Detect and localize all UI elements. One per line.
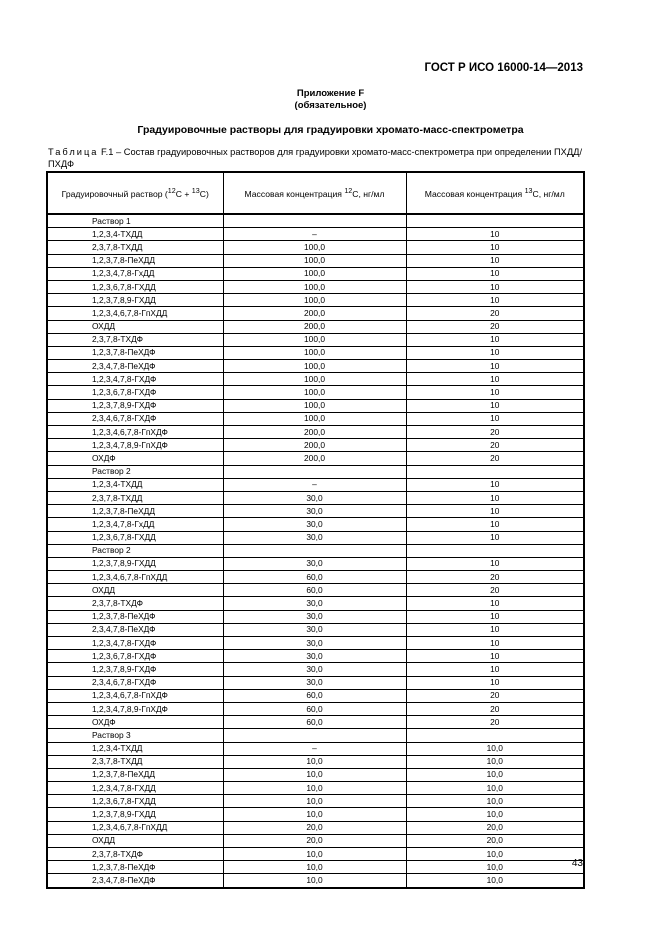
compound-cell: 1,2,3,6,7,8-ГХДФ bbox=[47, 386, 223, 399]
compound-cell: ОХДФ bbox=[47, 716, 223, 729]
conc-12c-cell: 30,0 bbox=[223, 663, 406, 676]
compound-cell: 2,3,4,6,7,8-ГХДФ bbox=[47, 676, 223, 689]
table-row bbox=[47, 623, 584, 636]
compound-cell: 1,2,3,4,7,8-ГхДД bbox=[47, 518, 223, 531]
compound-cell: 1,2,3,7,8,9-ГХДД bbox=[47, 294, 223, 307]
header-solution: Градуировочный раствор ($^{12}$С + $^{13}$С) bbox=[47, 172, 223, 214]
compound-cell: 1,2,3,7,8,9-ГХДФ bbox=[47, 399, 223, 412]
table-row bbox=[47, 571, 584, 584]
compound-cell: 2,3,7,8-ТХДФ bbox=[47, 848, 223, 861]
conc-12c-cell: 100,0 bbox=[223, 412, 406, 425]
conc-12c-cell: 30,0 bbox=[223, 557, 406, 570]
compound-cell: 2,3,7,8-ТХДФ bbox=[47, 597, 223, 610]
table-row bbox=[47, 478, 584, 491]
empty-cell bbox=[406, 544, 584, 557]
compound-cell: 1,2,3,4-ТХДД bbox=[47, 478, 223, 491]
compound-cell: 1,2,3,7,8-ПеХДД bbox=[47, 254, 223, 267]
conc-12c-cell: 200,0 bbox=[223, 307, 406, 320]
conc-13c-cell: 10 bbox=[406, 241, 584, 254]
table-row bbox=[47, 412, 584, 425]
table-row bbox=[47, 610, 584, 623]
compound-cell: 1,2,3,4,6,7,8-ГпХДД bbox=[47, 307, 223, 320]
conc-12c-cell: – bbox=[223, 478, 406, 491]
conc-12c-cell: 30,0 bbox=[223, 610, 406, 623]
conc-13c-cell: 10 bbox=[406, 346, 584, 359]
conc-12c-cell: – bbox=[223, 228, 406, 241]
compound-cell: 1,2,3,7,8,9-ГХДД bbox=[47, 557, 223, 570]
compound-cell: ОХДД bbox=[47, 584, 223, 597]
conc-12c-cell: 100,0 bbox=[223, 373, 406, 386]
conc-12c-cell: 200,0 bbox=[223, 426, 406, 439]
table-row bbox=[47, 663, 584, 676]
table-row bbox=[47, 518, 584, 531]
conc-12c-cell: 60,0 bbox=[223, 716, 406, 729]
compound-cell: 1,2,3,4-ТХДД bbox=[47, 228, 223, 241]
conc-13c-cell: 10,0 bbox=[406, 795, 584, 808]
conc-13c-cell: 20,0 bbox=[406, 834, 584, 847]
conc-12c-cell: 10,0 bbox=[223, 861, 406, 874]
conc-13c-cell: 20 bbox=[406, 426, 584, 439]
annex-heading: Градуировочные растворы для градуировки хромато-масс-спектрометра bbox=[137, 124, 524, 136]
conc-13c-cell: 10 bbox=[406, 610, 584, 623]
conc-13c-cell: 10,0 bbox=[406, 861, 584, 874]
conc-12c-cell: 100,0 bbox=[223, 346, 406, 359]
conc-12c-cell: 30,0 bbox=[223, 623, 406, 636]
compound-cell: 1,2,3,6,7,8-ГХДФ bbox=[47, 650, 223, 663]
compound-cell: 2,3,7,8-ТХДД bbox=[47, 241, 223, 254]
table-row bbox=[47, 861, 584, 874]
calibration-table bbox=[46, 171, 585, 889]
compound-cell: ОХДД bbox=[47, 834, 223, 847]
table-row bbox=[47, 346, 584, 359]
table-group-row bbox=[47, 465, 584, 478]
conc-13c-cell: 20 bbox=[406, 439, 584, 452]
empty-cell bbox=[406, 214, 584, 228]
conc-13c-cell: 10 bbox=[406, 623, 584, 636]
conc-13c-cell: 10 bbox=[406, 228, 584, 241]
conc-13c-cell: 10 bbox=[406, 478, 584, 491]
conc-12c-cell: 100,0 bbox=[223, 333, 406, 346]
header-conc-12c: Массовая концентрация $^{12}$С, нг/мл bbox=[223, 172, 406, 214]
compound-cell: 1,2,3,4,6,7,8-ГпХДД bbox=[47, 571, 223, 584]
conc-12c-cell: 60,0 bbox=[223, 584, 406, 597]
table-row bbox=[47, 716, 584, 729]
compound-cell: 1,2,3,4,7,8,9-ГпХДФ bbox=[47, 439, 223, 452]
annex-status: (обязательное) bbox=[294, 100, 367, 111]
compound-cell: 1,2,3,4,6,7,8-ГпХДФ bbox=[47, 426, 223, 439]
compound-cell: 2,3,4,7,8-ПеХДФ bbox=[47, 623, 223, 636]
table-row bbox=[47, 228, 584, 241]
conc-12c-cell: 10,0 bbox=[223, 782, 406, 795]
table-row bbox=[47, 650, 584, 663]
conc-12c-cell: 10,0 bbox=[223, 874, 406, 888]
group-label: Раствор 2 bbox=[47, 544, 223, 557]
table-row bbox=[47, 241, 584, 254]
table-row bbox=[47, 597, 584, 610]
conc-12c-cell: 30,0 bbox=[223, 597, 406, 610]
conc-12c-cell: 10,0 bbox=[223, 755, 406, 768]
compound-cell: 1,2,3,7,8-ПеХДФ bbox=[47, 861, 223, 874]
compound-cell: 1,2,3,4,7,8-ГХДФ bbox=[47, 637, 223, 650]
table-row bbox=[47, 360, 584, 373]
table-row bbox=[47, 452, 584, 465]
table-caption bbox=[48, 146, 583, 170]
table-row bbox=[47, 782, 584, 795]
conc-12c-cell: 100,0 bbox=[223, 267, 406, 280]
table-header-row bbox=[47, 172, 584, 214]
table-row bbox=[47, 808, 584, 821]
conc-13c-cell: 10 bbox=[406, 518, 584, 531]
compound-cell: 1,2,3,4,7,8,9-ГпХДФ bbox=[47, 702, 223, 715]
compound-cell: 1,2,3,6,7,8-ГХДД bbox=[47, 795, 223, 808]
table-row bbox=[47, 294, 584, 307]
compound-cell: 1,2,3,7,8-ПеХДД bbox=[47, 505, 223, 518]
conc-13c-cell: 10 bbox=[406, 386, 584, 399]
compound-cell: 1,2,3,4,6,7,8-ГпХДФ bbox=[47, 689, 223, 702]
conc-12c-cell: 100,0 bbox=[223, 294, 406, 307]
table-row bbox=[47, 320, 584, 333]
conc-12c-cell: 10,0 bbox=[223, 768, 406, 781]
table-row bbox=[47, 848, 584, 861]
conc-12c-cell: 200,0 bbox=[223, 439, 406, 452]
empty-cell bbox=[223, 465, 406, 478]
table-row bbox=[47, 267, 584, 280]
conc-13c-cell: 20 bbox=[406, 716, 584, 729]
conc-12c-cell: 30,0 bbox=[223, 491, 406, 504]
conc-12c-cell: 30,0 bbox=[223, 518, 406, 531]
conc-13c-cell: 10 bbox=[406, 399, 584, 412]
conc-13c-cell: 10 bbox=[406, 491, 584, 504]
table-row bbox=[47, 834, 584, 847]
table-row bbox=[47, 702, 584, 715]
compound-cell: 1,2,3,7,8,9-ГХДД bbox=[47, 808, 223, 821]
conc-12c-cell: 10,0 bbox=[223, 808, 406, 821]
conc-12c-cell: 60,0 bbox=[223, 571, 406, 584]
table-row bbox=[47, 254, 584, 267]
conc-13c-cell: 10 bbox=[406, 676, 584, 689]
table-row bbox=[47, 689, 584, 702]
conc-12c-cell: 200,0 bbox=[223, 452, 406, 465]
table-caption-text: F.1 – Состав градуировочных растворов для градуировки хромато-масс-спектрометра при определении ПХДД/ПХДФ bbox=[48, 147, 583, 169]
table-group-row bbox=[47, 729, 584, 742]
conc-12c-cell: 100,0 bbox=[223, 280, 406, 293]
conc-12c-cell: 30,0 bbox=[223, 505, 406, 518]
conc-13c-cell: 20 bbox=[406, 571, 584, 584]
conc-12c-cell: 10,0 bbox=[223, 795, 406, 808]
table-row bbox=[47, 307, 584, 320]
empty-cell bbox=[223, 214, 406, 228]
conc-12c-cell: 100,0 bbox=[223, 241, 406, 254]
annex-label: Приложение F bbox=[296, 88, 365, 99]
table-row bbox=[47, 280, 584, 293]
conc-12c-cell: 100,0 bbox=[223, 399, 406, 412]
table-row bbox=[47, 386, 584, 399]
conc-13c-cell: 10 bbox=[406, 280, 584, 293]
table-row bbox=[47, 768, 584, 781]
conc-13c-cell: 20 bbox=[406, 307, 584, 320]
table-row bbox=[47, 531, 584, 544]
conc-12c-cell: 30,0 bbox=[223, 637, 406, 650]
compound-cell: 2,3,7,8-ТХДД bbox=[47, 755, 223, 768]
table-row bbox=[47, 399, 584, 412]
table-row bbox=[47, 491, 584, 504]
compound-cell: 2,3,4,7,8-ПеХДФ bbox=[47, 360, 223, 373]
conc-13c-cell: 20,0 bbox=[406, 821, 584, 834]
table-body bbox=[47, 214, 584, 888]
standard-code: ГОСТ Р ИСО 16000-14—2013 bbox=[424, 62, 583, 74]
page-number: 43 bbox=[571, 858, 583, 869]
conc-13c-cell: 10 bbox=[406, 294, 584, 307]
compound-cell: 1,2,3,7,8-ПеХДФ bbox=[47, 346, 223, 359]
conc-13c-cell: 10 bbox=[406, 333, 584, 346]
conc-13c-cell: 10 bbox=[406, 505, 584, 518]
compound-cell: 1,2,3,7,8-ПеХДФ bbox=[47, 610, 223, 623]
table-group-row bbox=[47, 214, 584, 228]
compound-cell: 1,2,3,4,7,8-ГХДФ bbox=[47, 373, 223, 386]
table-row bbox=[47, 821, 584, 834]
conc-13c-cell: 10 bbox=[406, 663, 584, 676]
conc-13c-cell: 20 bbox=[406, 452, 584, 465]
group-label: Раствор 3 bbox=[47, 729, 223, 742]
table-row bbox=[47, 439, 584, 452]
table-row bbox=[47, 505, 584, 518]
conc-13c-cell: 20 bbox=[406, 702, 584, 715]
conc-12c-cell: 20,0 bbox=[223, 834, 406, 847]
compound-cell: 1,2,3,6,7,8-ГХДД bbox=[47, 280, 223, 293]
conc-12c-cell: 30,0 bbox=[223, 676, 406, 689]
empty-cell bbox=[406, 729, 584, 742]
conc-12c-cell: 30,0 bbox=[223, 650, 406, 663]
conc-13c-cell: 10 bbox=[406, 412, 584, 425]
conc-13c-cell: 20 bbox=[406, 689, 584, 702]
table-row bbox=[47, 426, 584, 439]
compound-cell: 2,3,4,6,7,8-ГХДФ bbox=[47, 412, 223, 425]
compound-cell: 2,3,7,8-ТХДФ bbox=[47, 333, 223, 346]
conc-12c-cell: 60,0 bbox=[223, 702, 406, 715]
group-label: Раствор 1 bbox=[47, 214, 223, 228]
compound-cell: 1,2,3,7,8-ПеХДД bbox=[47, 768, 223, 781]
conc-13c-cell: 10,0 bbox=[406, 848, 584, 861]
empty-cell bbox=[223, 544, 406, 557]
annex-title bbox=[0, 88, 661, 112]
table-row bbox=[47, 637, 584, 650]
header-conc-13c: Массовая концентрация $^{13}$С, нг/мл bbox=[406, 172, 584, 214]
conc-13c-cell: 10,0 bbox=[406, 808, 584, 821]
table-row bbox=[47, 742, 584, 755]
conc-13c-cell: 10 bbox=[406, 267, 584, 280]
conc-13c-cell: 10,0 bbox=[406, 768, 584, 781]
conc-13c-cell: 10 bbox=[406, 531, 584, 544]
conc-13c-cell: 10 bbox=[406, 650, 584, 663]
conc-12c-cell: 60,0 bbox=[223, 689, 406, 702]
empty-cell bbox=[406, 465, 584, 478]
table-row bbox=[47, 557, 584, 570]
conc-13c-cell: 10 bbox=[406, 254, 584, 267]
compound-cell: 1,2,3,4,7,8-ГХДД bbox=[47, 782, 223, 795]
compound-cell: 1,2,3,7,8,9-ГХДФ bbox=[47, 663, 223, 676]
conc-12c-cell: 30,0 bbox=[223, 531, 406, 544]
conc-12c-cell: 100,0 bbox=[223, 386, 406, 399]
table-row bbox=[47, 676, 584, 689]
conc-13c-cell: 10 bbox=[406, 360, 584, 373]
conc-13c-cell: 10 bbox=[406, 373, 584, 386]
empty-cell bbox=[223, 729, 406, 742]
table-row bbox=[47, 584, 584, 597]
table-row bbox=[47, 373, 584, 386]
compound-cell: 1,2,3,4-ТХДД bbox=[47, 742, 223, 755]
table-row bbox=[47, 874, 584, 888]
conc-13c-cell: 20 bbox=[406, 584, 584, 597]
table-row bbox=[47, 795, 584, 808]
conc-12c-cell: – bbox=[223, 742, 406, 755]
conc-13c-cell: 10,0 bbox=[406, 782, 584, 795]
conc-13c-cell: 20 bbox=[406, 320, 584, 333]
table-caption-label: Таблица bbox=[48, 147, 99, 157]
compound-cell: 2,3,7,8-ТХДД bbox=[47, 491, 223, 504]
conc-13c-cell: 10,0 bbox=[406, 874, 584, 888]
conc-13c-cell: 10,0 bbox=[406, 755, 584, 768]
conc-12c-cell: 10,0 bbox=[223, 848, 406, 861]
group-label: Раствор 2 bbox=[47, 465, 223, 478]
conc-13c-cell: 10 bbox=[406, 557, 584, 570]
conc-12c-cell: 100,0 bbox=[223, 254, 406, 267]
compound-cell: 1,2,3,4,6,7,8-ГпХДД bbox=[47, 821, 223, 834]
table-group-row bbox=[47, 544, 584, 557]
compound-cell: ОХДД bbox=[47, 320, 223, 333]
compound-cell: ОХДФ bbox=[47, 452, 223, 465]
conc-13c-cell: 10 bbox=[406, 637, 584, 650]
table-row bbox=[47, 755, 584, 768]
conc-12c-cell: 200,0 bbox=[223, 320, 406, 333]
conc-12c-cell: 20,0 bbox=[223, 821, 406, 834]
compound-cell: 1,2,3,4,7,8-ГхДД bbox=[47, 267, 223, 280]
conc-13c-cell: 10 bbox=[406, 597, 584, 610]
compound-cell: 2,3,4,7,8-ПеХДФ bbox=[47, 874, 223, 888]
compound-cell: 1,2,3,6,7,8-ГХДД bbox=[47, 531, 223, 544]
conc-12c-cell: 100,0 bbox=[223, 360, 406, 373]
table-row bbox=[47, 333, 584, 346]
conc-13c-cell: 10,0 bbox=[406, 742, 584, 755]
